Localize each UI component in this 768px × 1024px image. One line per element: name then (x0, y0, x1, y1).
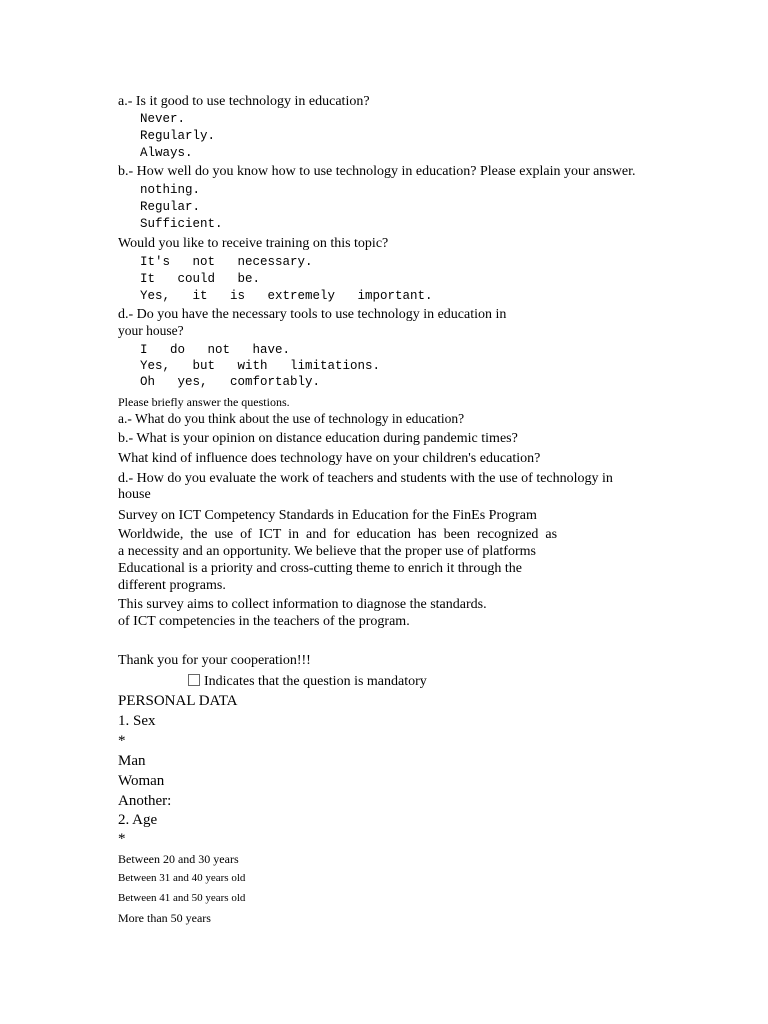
brief-answer-instructions: Please briefly answer the questions. (118, 395, 290, 409)
open-question-a: a.- What do you think about the use of technology in education? (118, 411, 465, 426)
survey-paragraph-line1: Worldwide, the use of ICT in and for education has been recognized as (118, 527, 558, 542)
option-sufficient[interactable]: Sufficient. (140, 217, 223, 231)
open-question-b: b.- What is your opinion on distance education during pandemic times? (118, 431, 518, 446)
question-d-tools-line1: d.- Do you have the necessary tools to use technology in education in (118, 307, 507, 322)
option-do-not-have[interactable]: I do not have. (140, 343, 291, 357)
mandatory-box-icon (188, 674, 200, 686)
survey-paragraph-line4: different programs. (118, 578, 226, 593)
thank-you-note: Thank you for your cooperation!!! (118, 653, 311, 668)
age-question-label: 2. Age (118, 812, 158, 828)
survey-paragraph-line3: Educational is a priority and cross-cutting theme to enrich it through the (118, 561, 522, 576)
option-not-necessary[interactable]: It's not necessary. (140, 255, 313, 269)
question-d-tools-line2: your house? (118, 323, 184, 338)
age-option-more-than-50[interactable]: More than 50 years (118, 911, 211, 925)
sex-question-label: 1. Sex (118, 713, 156, 729)
option-regularly[interactable]: Regularly. (140, 129, 216, 143)
open-question-d-line1: d.- How do you evaluate the work of teachers and students with the use of technology in (118, 471, 613, 486)
option-regular[interactable]: Regular. (140, 200, 201, 214)
age-option-20-30[interactable]: Between 20 and 30 years (118, 852, 239, 866)
age-option-31-40[interactable]: Between 31 and 40 years old (118, 872, 246, 884)
option-extremely-important[interactable]: Yes, it is extremely important. (140, 289, 433, 303)
sex-option-man[interactable]: Man (118, 753, 146, 769)
survey-paragraph-line2: a necessity and an opportunity. We believe that the proper use of platforms (118, 544, 536, 559)
sex-required-asterisk: * (118, 733, 126, 749)
question-c-training: Would you like to receive training on this topic? (118, 236, 389, 251)
option-with-limitations[interactable]: Yes, but with limitations. (140, 359, 381, 373)
survey-purpose-line2: of ICT competencies in the teachers of the program. (118, 614, 410, 629)
option-always[interactable]: Always. (140, 146, 193, 160)
survey-title: Survey on ICT Competency Standards in Education for the FinEs Program (118, 508, 537, 523)
option-nothing[interactable]: nothing. (140, 183, 201, 197)
sex-option-woman[interactable]: Woman (118, 773, 165, 789)
option-could-be[interactable]: It could be. (140, 272, 261, 286)
survey-purpose-line1: This survey aims to collect information to diagnose the standards. (118, 597, 487, 612)
question-b-how-well: b.- How well do you know how to use technology in education? Please explain your answer. (118, 164, 636, 179)
open-question-c: What kind of influence does technology have on your children's education? (118, 451, 541, 466)
open-question-d-line2: house (118, 487, 151, 502)
option-comfortably[interactable]: Oh yes, comfortably. (140, 375, 321, 389)
age-option-41-50[interactable]: Between 41 and 50 years old (118, 892, 246, 904)
age-required-asterisk: * (118, 831, 126, 847)
mandatory-note (188, 674, 427, 690)
sex-option-another[interactable]: Another: (118, 793, 172, 809)
personal-data-heading: PERSONAL DATA (118, 693, 238, 709)
question-a-technology-good: a.- Is it good to use technology in education? (118, 94, 370, 109)
mandatory-note-text: Indicates that the question is mandatory (204, 674, 427, 689)
option-never[interactable]: Never. (140, 112, 186, 126)
